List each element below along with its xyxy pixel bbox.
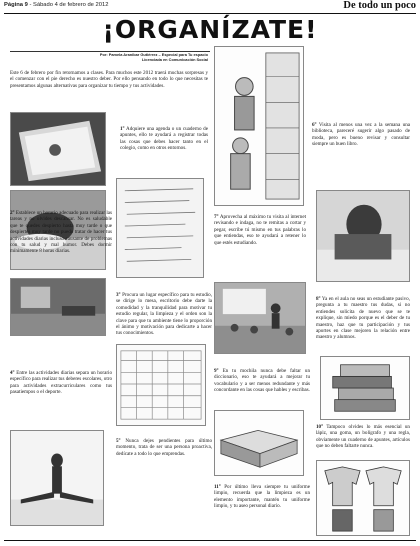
tip-9: 9° En tu mochila nunca debe faltar un diccionario, eso te ayudará a mejorar tu vocabulario y a ser menos redundante y más concordante en las cosas que hables y escribas. xyxy=(214,368,310,394)
illustration-dictionary xyxy=(214,410,304,476)
publication-date: - Sábado 4 de febrero de 2012 xyxy=(27,2,109,8)
tip-2: 2° Establece un horario adecuado para realizar las tareas y no olvides descansar. No es saludable que te quedes despierto hasta muy tarde o que despiertes muy tarde no puedo tratar de hacer tus actividades diarias incluso causante de problemas con tu salud y mal humor. Debes dormir mínimamente 8 horas diarias. xyxy=(10,210,112,255)
article-title: ¡ORGANÍZATE! xyxy=(102,15,318,44)
tip-7: 7° Aprovecha al máximo tu visita al internet revisando e indaga, no te remitas a cortar y pegar, escribe tú mismo en tus palabras lo que entiendas, eso te ayudará a retener lo que estés estudiando. xyxy=(214,214,306,246)
photo-weekly-schedule xyxy=(116,344,206,426)
page-number: Página 9 xyxy=(4,2,28,8)
tip-1: 1° Adquiere una agenda o un cuaderno de apuntes, ello te ayudará a registrar todas las cosas que debes hacer tanto en el colegio, como en otros entornos. xyxy=(120,126,208,152)
tip-5: 5° Nunca dejes pendientes para último momento, trata de ser una persona proactiva, dedícate a todo lo que emprendas. xyxy=(116,438,212,457)
tip-8: 8° Ya en el aula no seas un estudiante pasivo, pregunta a tu maestro tus dudas, si no entiendes solicita de nuevo que se te explique, sin miedo porque es el deber de tu maestro, haz que tu participación y tus aportes en clase mejoren la relación entre maestro y alumnos. xyxy=(316,296,410,341)
photo-study-room xyxy=(10,278,106,336)
tip-10: 10° Tampoco olvides lo más esencial un lápiz, una goma, un bolígrafo y una regla, obviamente un cuaderno de apuntes, artículos que no deben faltarte nunca. xyxy=(316,424,410,450)
tip-4: 4° Entre las actividades diarias separa un horario específico para realizar tus deberes escolares, otro para actividades extracurriculares como tus pasatiempos o el deporte. xyxy=(10,370,112,396)
tip-6: 6° Visita al menos una vez a la semana una biblioteca, pareceré sugerir algo pasado de moda, pero es bueno revisar y consultar siempre un buen libro. xyxy=(312,122,411,148)
byline xyxy=(98,52,208,62)
illustration-uniforms xyxy=(316,460,410,536)
tip-3: 3° Procura un lugar específico para tu estudio, se dirige lo mesa, escritorio debe darte la comodidad y la tranquilidad para motivar tu estudio regular, la limpieza y el orden son la clave para que tu ambiente tiene lo proporción el ánimo y motivación para dedicarte a hacer tus conocimientos. xyxy=(116,292,213,337)
photo-agenda xyxy=(10,112,106,186)
illustration-library-kids xyxy=(214,46,304,206)
page-date-line xyxy=(4,2,108,8)
byline-author: Por: Pamela Aranibar Gutiérrez – Especial para Tu espacio xyxy=(99,52,208,57)
footer-rule xyxy=(4,540,416,541)
photo-yoga-split xyxy=(10,430,104,526)
illustration-book-stack xyxy=(320,356,410,420)
tip-11: 11° Por último lleva siempre tu uniforme limpio, recuerda que la limpieza es un elemento importante, mantén tu uniforme limpio, y tu aseo personal diario. xyxy=(214,484,310,510)
photo-handwritten-notes xyxy=(116,178,204,278)
byline-role: Licenciada en Comunicación Social xyxy=(141,57,208,62)
section-name: De todo un poco xyxy=(343,0,416,11)
photo-classroom xyxy=(214,282,306,354)
photo-stressed-student xyxy=(316,190,410,282)
intro-paragraph: Este 6 de febrero por fin retornamos a clases. Para muchos este 2012 traerá muchas sorpresas y el comenzar con el pie derecho es nuestro deber. Por ello pensando en todo lo que necesitas te presentamos algunas alternativas para organizar tu tiempo y tus actividades. xyxy=(10,70,208,89)
